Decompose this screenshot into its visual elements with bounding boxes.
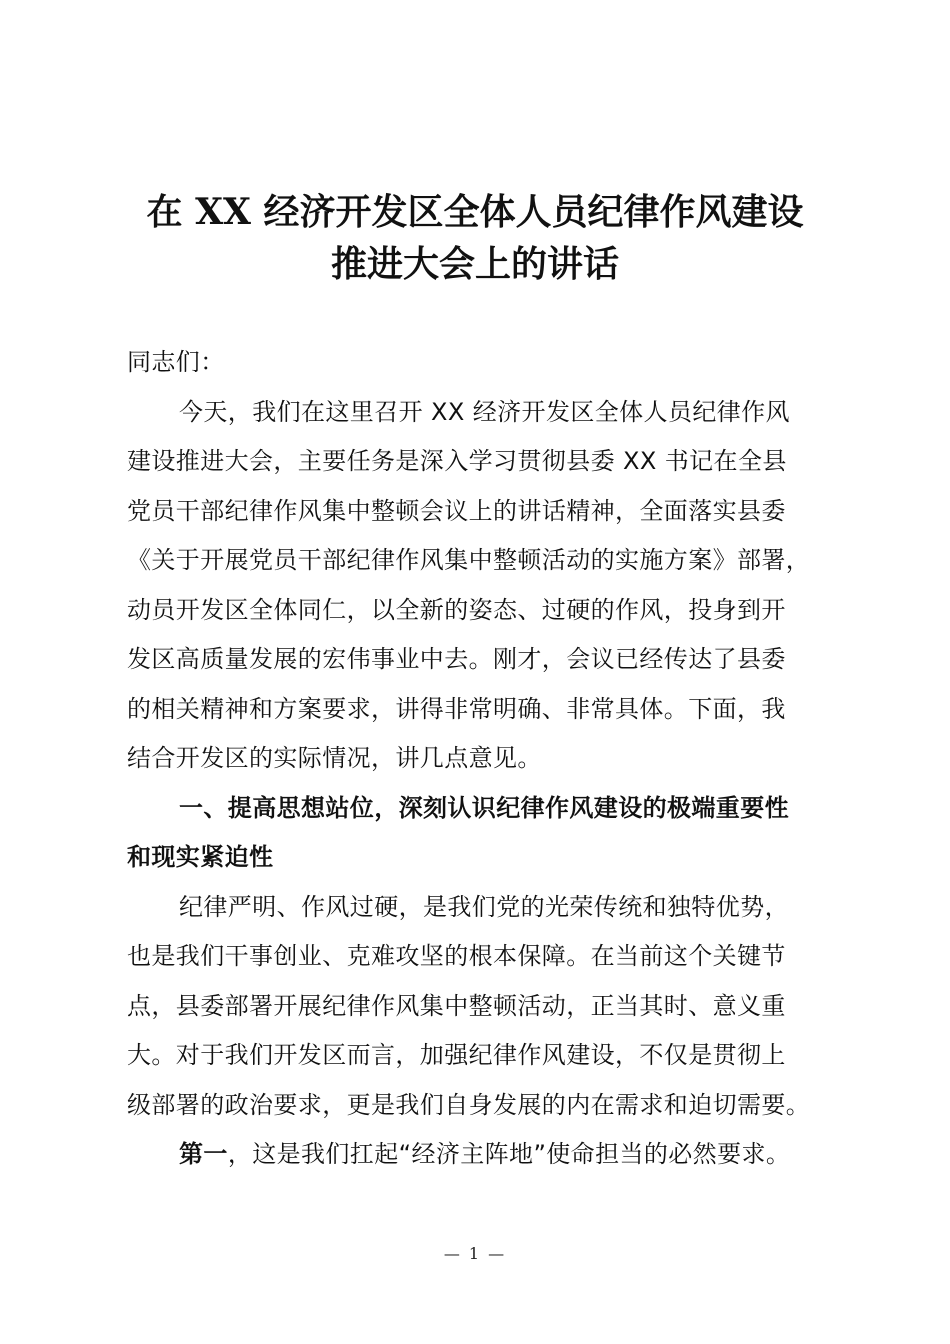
- paragraph-1-line-7: 的相关精神和方案要求，讲得非常明确、非常具体。下面，我: [127, 694, 786, 723]
- title-line-1: 在 XX 经济开发区全体人员纪律作风建设: [146, 191, 804, 233]
- paragraph-1-line-2: 建设推进大会，主要任务是深入学习贯彻县委 XX 书记在全县: [127, 447, 787, 475]
- paragraph-1-line-4: 《关于开展党员干部纪律作风集中整顿活动的实施方案》部署，: [127, 546, 811, 574]
- document-body: [127, 338, 827, 1180]
- paragraph-2-line-1: 纪律严明、作风过硬，是我们党的光荣传统和独特优势，: [179, 892, 789, 921]
- paragraph-2-line-2: 也是我们干事创业、克难攻坚的根本保障。在当前这个关键节: [127, 942, 786, 970]
- point-1: [127, 1130, 827, 1180]
- title-line-2: 推进大会上的讲话: [330, 243, 619, 285]
- point-1-text: ，这是我们扛起“经济主阵地”使命担当的必然要求。: [227, 1140, 791, 1168]
- paragraph-1-line-5: 动员开发区全体同仁，以全新的姿态、过硬的作风，投身到开: [127, 595, 786, 624]
- section-heading-1-line-2: 和现实紧迫性: [127, 843, 274, 871]
- paragraph-1-line-3: 党员干部纪律作风集中整顿会议上的讲话精神，全面落实县委: [127, 496, 786, 525]
- paragraph-2-line-4: 大。对于我们开发区而言，加强纪律作风建设，不仅是贯彻上: [127, 1041, 786, 1069]
- section-heading-1-line-1: 一、提高思想站位，深刻认识纪律作风建设的极端重要性: [179, 793, 789, 822]
- paragraph-1-line-1: 今天，我们在这里召开 XX 经济开发区全体人员纪律作风: [179, 397, 790, 426]
- paragraph-2-line-3: 点，县委部署开展纪律作风集中整顿活动，正当其时、意义重: [127, 991, 786, 1020]
- paragraph-1-line-8: 结合开发区的实际情况，讲几点意见。: [127, 744, 542, 772]
- page-number: — 1 —: [443, 1244, 507, 1263]
- point-1-label: 第一: [179, 1140, 228, 1168]
- document-title: [80, 186, 870, 290]
- paragraph-1-line-6: 发区高质量发展的宏伟事业中去。刚才，会议已经传达了县委: [127, 645, 786, 673]
- salutation: 同志们：: [127, 348, 225, 376]
- paragraph-2-line-5: 级部署的政治要求，更是我们自身发展的内在需求和迫切需要。: [127, 1090, 811, 1119]
